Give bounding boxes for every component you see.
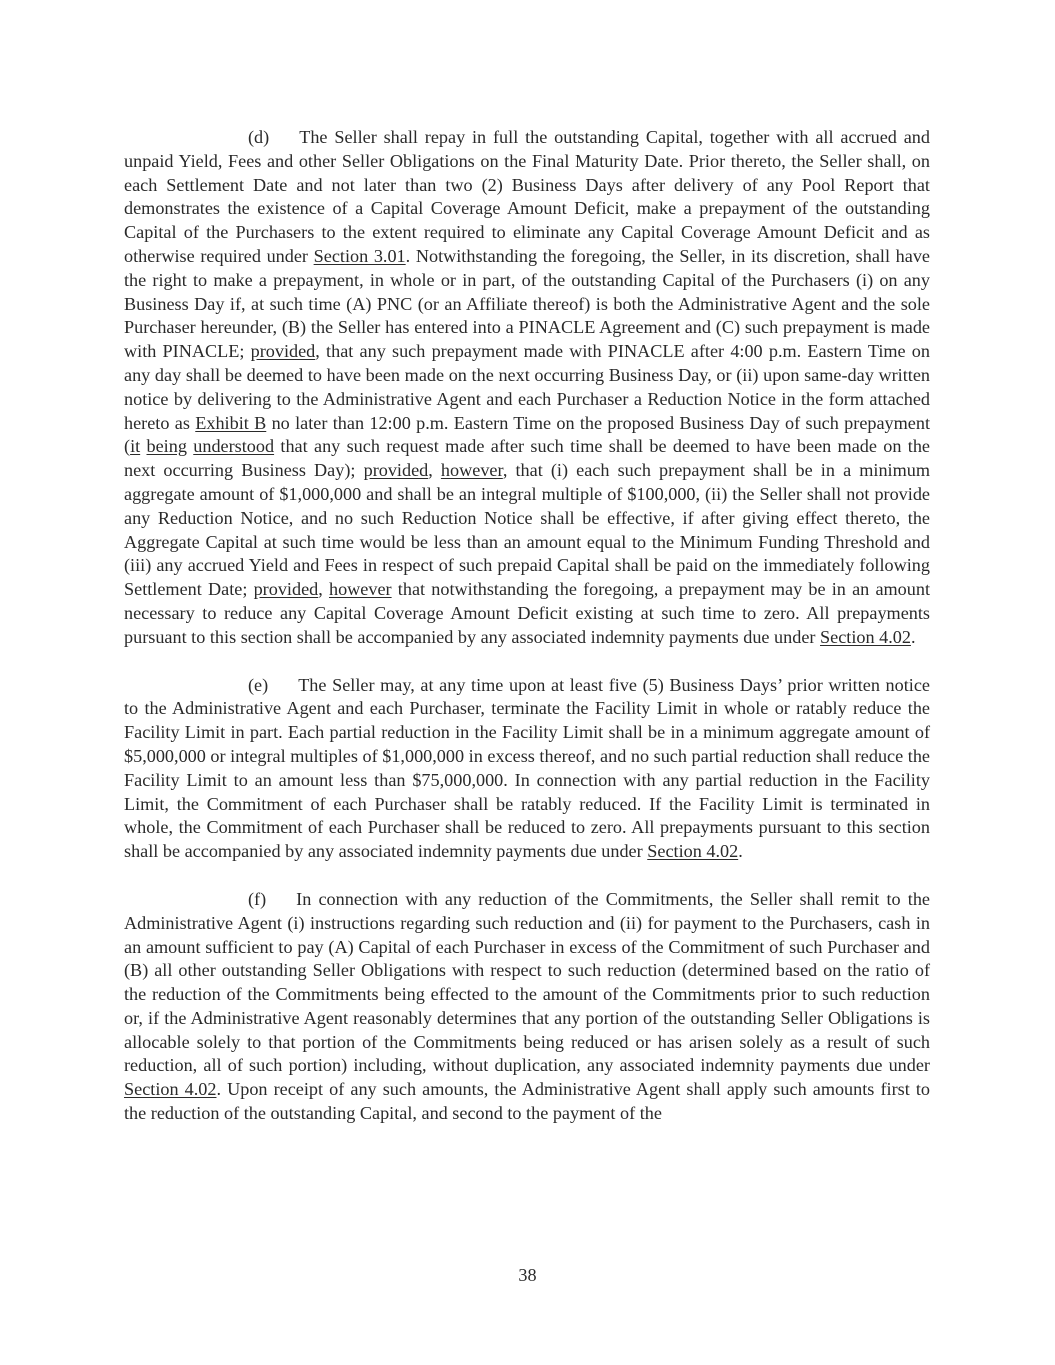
underlined-term: understood — [193, 436, 275, 457]
underlined-term: being — [146, 436, 187, 457]
paragraph-text: no later than 12:00 p.m. Eastern Time on the proposed Business Day of such prepayment ( — [124, 412, 931, 457]
underlined-term: it — [130, 436, 141, 457]
paragraph-label: (e) — [248, 674, 269, 695]
underlined-term: provided — [250, 341, 316, 362]
underlined-term: Section 3.01 — [313, 245, 406, 266]
underlined-term: Section 4.02 — [820, 626, 911, 647]
underlined-term: provided — [363, 460, 429, 481]
paragraph-text: . Notwithstanding the foregoing, the Seller, in its discretion, shall have the right to make a prepayment, in whole or in part, of the outstanding Capital of the Purchasers (i) on any Business Day if, at such time (A) PNC (or an Affiliate thereof) is both the Administrative Agent and the sole Purchaser hereunder, (B) the Seller has entered into a PINACLE Agreement and (C) such prepayment is made with PINACLE; — [124, 245, 931, 362]
underlined-term: Section 4.02 — [647, 841, 739, 862]
underlined-term: however — [440, 460, 503, 481]
paragraph-text: . — [738, 841, 743, 862]
paragraph-text: that any such request made after such time shall be deemed to have been made on the next occurring Business Day); — [124, 436, 930, 481]
paragraph — [124, 674, 930, 864]
paragraph-text: , — [428, 460, 441, 481]
document-page — [124, 126, 930, 1150]
document-body — [124, 126, 930, 1126]
paragraph-text: , — [318, 579, 329, 600]
paragraph-label: (f) — [248, 888, 267, 909]
paragraph-text: . Upon receipt of any such amounts, the Administrative Agent shall apply such amounts first to the reduction of the outstanding Capital, and second to the payment of the — [124, 1079, 930, 1124]
paragraph-text: that notwithstanding the foregoing, a prepayment may be in an amount necessary to reduce any Capital Coverage Amount Deficit existing at such time to zero. All prepayments pursuant to this section shall be accompanied by any associated indemnity payments due under — [124, 579, 931, 647]
paragraph — [124, 888, 930, 1126]
underlined-term: provided — [253, 579, 319, 600]
paragraph-text: In connection with any reduction of the Commitments, the Seller shall remit to the Administrative Agent (i) instructions regarding such reduction and (ii) for payment to the Purchasers, cash in an amount sufficient to pay (A) Capital of each Purchaser in excess of the Commitment of such Purchaser and (B) all other outstanding Seller Obligations with respect to such reduction (determined based on the ratio of the reduction of the Commitments being effected to the amount of the Commitments prior to such reduction or, if the Administrative Agent reasonably determines that any portion of the outstanding Seller Obligations is allocable solely to that portion of the Commitments being reduced or has arisen solely as a result of such reduction, all of such portion) including, without duplication, any associated indemnity payments due under — [124, 888, 930, 1076]
paragraph — [124, 126, 930, 650]
paragraph-text: . — [910, 626, 916, 647]
underlined-term: however — [328, 579, 392, 600]
underlined-term: Section 4.02 — [124, 1079, 217, 1100]
paragraph-text: , that any such prepayment made with PINACLE after 4:00 p.m. Eastern Time on any day shall be deemed to have been made on the next occurring Business Day, or (ii) upon same-day written notice by delivering to the Administrative Agent and each Purchaser a Reduction Notice in the form attached hereto as — [124, 341, 930, 433]
paragraph-text: The Seller may, at any time upon at least five (5) Business Days’ prior written notice to the Administrative Agent and each Purchaser, terminate the Facility Limit in whole or ratably reduce the Facility Limit in part. Each partial reduction in the Facility Limit shall be in a minimum aggregate amount of $5,000,000 or integral multiples of $1,000,000 in excess thereof, and no such partial reduction shall reduce the Facility Limit to an amount less than $75,000,000. In connection with any partial reduction in the Facility Limit, the Commitment of each Purchaser shall be ratably reduced. If the Facility Limit is terminated in whole, the Commitment of each Purchaser shall be reduced to zero. All prepayments pursuant to this section shall be accompanied by any associated indemnity payments due under — [124, 674, 930, 862]
paragraph-text: , that (i) each such prepayment shall be in a minimum aggregate amount of $1,000,000 and shall be an integral multiple of $100,000, (ii) the Seller shall not provide any Reduction Notice, and no such Reduction Notice shall be effective, if after giving effect thereto, the Aggregate Capital at such time would be less than an amount equal to the Minimum Funding Threshold and (iii) any accrued Yield and Fees in respect of such prepaid Capital shall be paid on the immediately following Settlement Date; — [124, 460, 930, 600]
page-number: 38 — [518, 1265, 537, 1285]
underlined-term: Exhibit B — [195, 412, 267, 433]
paragraph-label: (d) — [248, 127, 270, 147]
paragraph-text: The Seller shall repay in full the outstanding Capital, together with all accrued and unpaid Yield, Fees and other Seller Obligations on the Final Maturity Date. Prior thereto, the Seller shall, on each Settlement Date and not later than two (2) Business Days after delivery of any Pool Report that demonstrates the existence of a Capital Coverage Amount Deficit, make a prepayment of the outstanding Capital of the Purchasers to the extent required to eliminate any Capital Coverage Amount Deficit and as otherwise required under — [124, 127, 930, 266]
